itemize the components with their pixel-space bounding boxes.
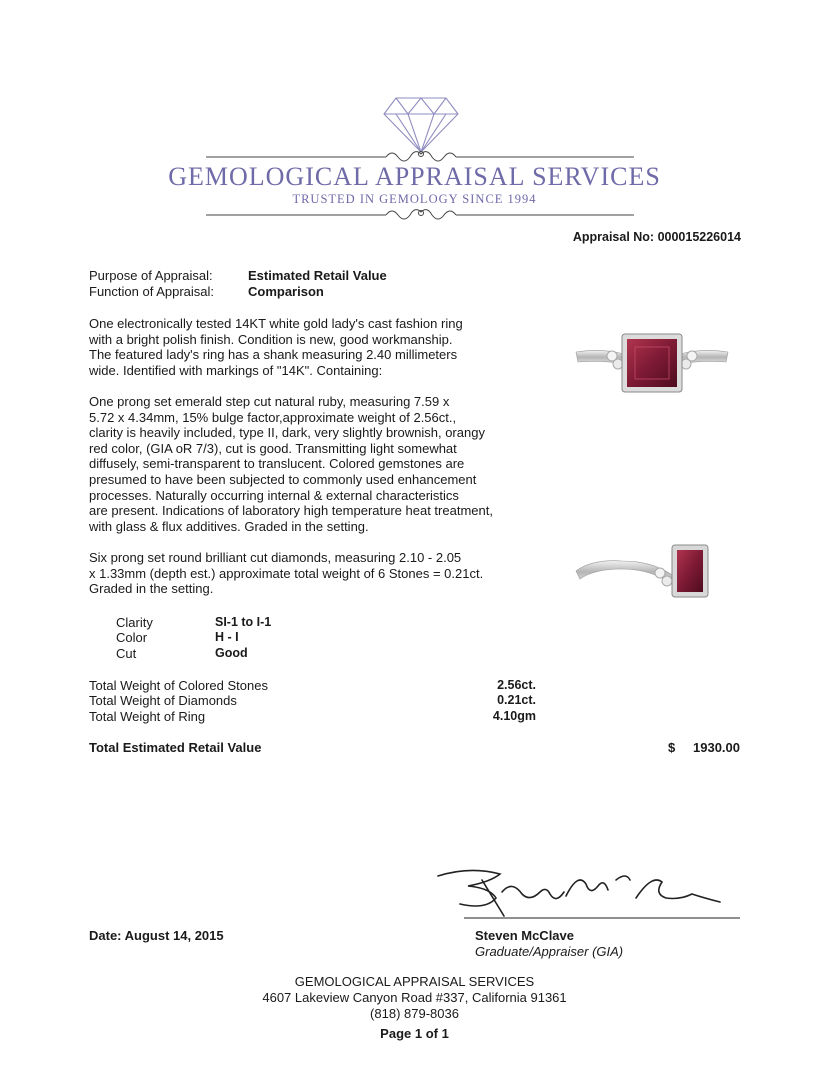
company-name: GEMOLOGICAL APPRAISAL SERVICES — [168, 162, 661, 191]
ruby-line: red color, (GIA oR 7/3), cut is good. Transmitting light somewhat — [89, 440, 457, 456]
total-ring-value: 4.10gm — [492, 709, 536, 723]
grade-value-cut: Good — [215, 646, 248, 660]
ring-side-photo — [572, 535, 732, 605]
footer-phone: (818) 879-8036 — [370, 1006, 459, 1021]
footer-company: GEMOLOGICAL APPRAISAL SERVICES — [294, 974, 535, 989]
ruby-line: diffusely, semi-transparent to translucent. Colored gemstones are — [89, 456, 465, 472]
function-value: Comparison — [248, 284, 324, 299]
ring-description — [89, 316, 529, 378]
grade-value-color: H - I — [215, 630, 239, 644]
ruby-description — [89, 394, 529, 534]
purpose-label: Purpose of Appraisal: — [89, 268, 213, 283]
appraiser-signature — [430, 858, 750, 922]
footer-address: 4607 Lakeview Canyon Road #337, California 91361 — [262, 990, 567, 1005]
description-line: One electronically tested 14KT white gold lady's cast fashion ring — [89, 316, 463, 331]
ruby-line: 5.72 x 4.34mm, 15% bulge factor,approximate weight of 2.56ct., — [89, 409, 457, 425]
total-ring-label: Total Weight of Ring — [89, 709, 206, 724]
diamond-line: Six prong set round brilliant cut diamonds, measuring 2.10 - 2.05 — [89, 550, 462, 565]
page-number: Page 1 of 1 — [380, 1026, 449, 1041]
appraiser-name: Steven McClave — [475, 928, 574, 943]
description-line: with a bright polish finish. Condition is new, good workmanship. — [89, 331, 453, 347]
purpose-value: Estimated Retail Value — [248, 268, 387, 283]
diamond-line: Graded in the setting. — [89, 581, 214, 597]
total-colored-value: 2.56ct. — [497, 678, 536, 692]
ruby-line: One prong set emerald step cut natural ruby, measuring 7.59 x — [89, 394, 450, 409]
grade-value-clarity: SI-1 to I-1 — [215, 615, 272, 629]
ruby-line: are present. Indications of laboratory high temperature heat treatment, — [89, 503, 493, 519]
ruby-line: clarity is heavily included, type II, dark, very slightly brownish, orangy — [89, 425, 485, 441]
retail-currency: $ — [668, 740, 676, 755]
company-tagline: TRUSTED IN GEMOLOGY SINCE 1994 — [292, 192, 537, 206]
ruby-line: processes. Naturally occurring internal & external characteristics — [89, 487, 459, 503]
appraisal-number: Appraisal No: 000015226014 — [572, 230, 741, 244]
function-label: Function of Appraisal: — [89, 284, 215, 299]
appraisal-date: Date: August 14, 2015 — [89, 928, 224, 943]
ring-front-photo — [572, 330, 732, 400]
grade-label-color: Color — [116, 630, 148, 645]
diamond-description — [89, 550, 529, 597]
total-diamonds-label: Total Weight of Diamonds — [89, 693, 237, 708]
retail-value-label: Total Estimated Retail Value — [89, 740, 262, 755]
description-line: The featured lady's ring has a shank measuring 2.40 millimeters — [89, 347, 458, 363]
grade-label-clarity: Clarity — [116, 615, 153, 630]
ruby-line: presumed to have been subjected to commonly used enhancement — [89, 471, 477, 487]
total-colored-label: Total Weight of Colored Stones — [89, 678, 268, 693]
grade-label-cut: Cut — [116, 646, 137, 661]
diamond-icon — [0, 88, 829, 228]
appraiser-title: Graduate/Appraiser (GIA) — [475, 944, 624, 959]
ruby-line: with glass & flux additives. Graded in the setting. — [89, 518, 369, 534]
description-line: wide. Identified with markings of "14K". Containing: — [89, 362, 383, 378]
diamond-line: x 1.33mm (depth est.) approximate total weight of 6 Stones = 0.21ct. — [89, 565, 484, 581]
retail-amount: 1930.00 — [693, 740, 740, 755]
total-diamonds-value: 0.21ct. — [497, 693, 536, 707]
